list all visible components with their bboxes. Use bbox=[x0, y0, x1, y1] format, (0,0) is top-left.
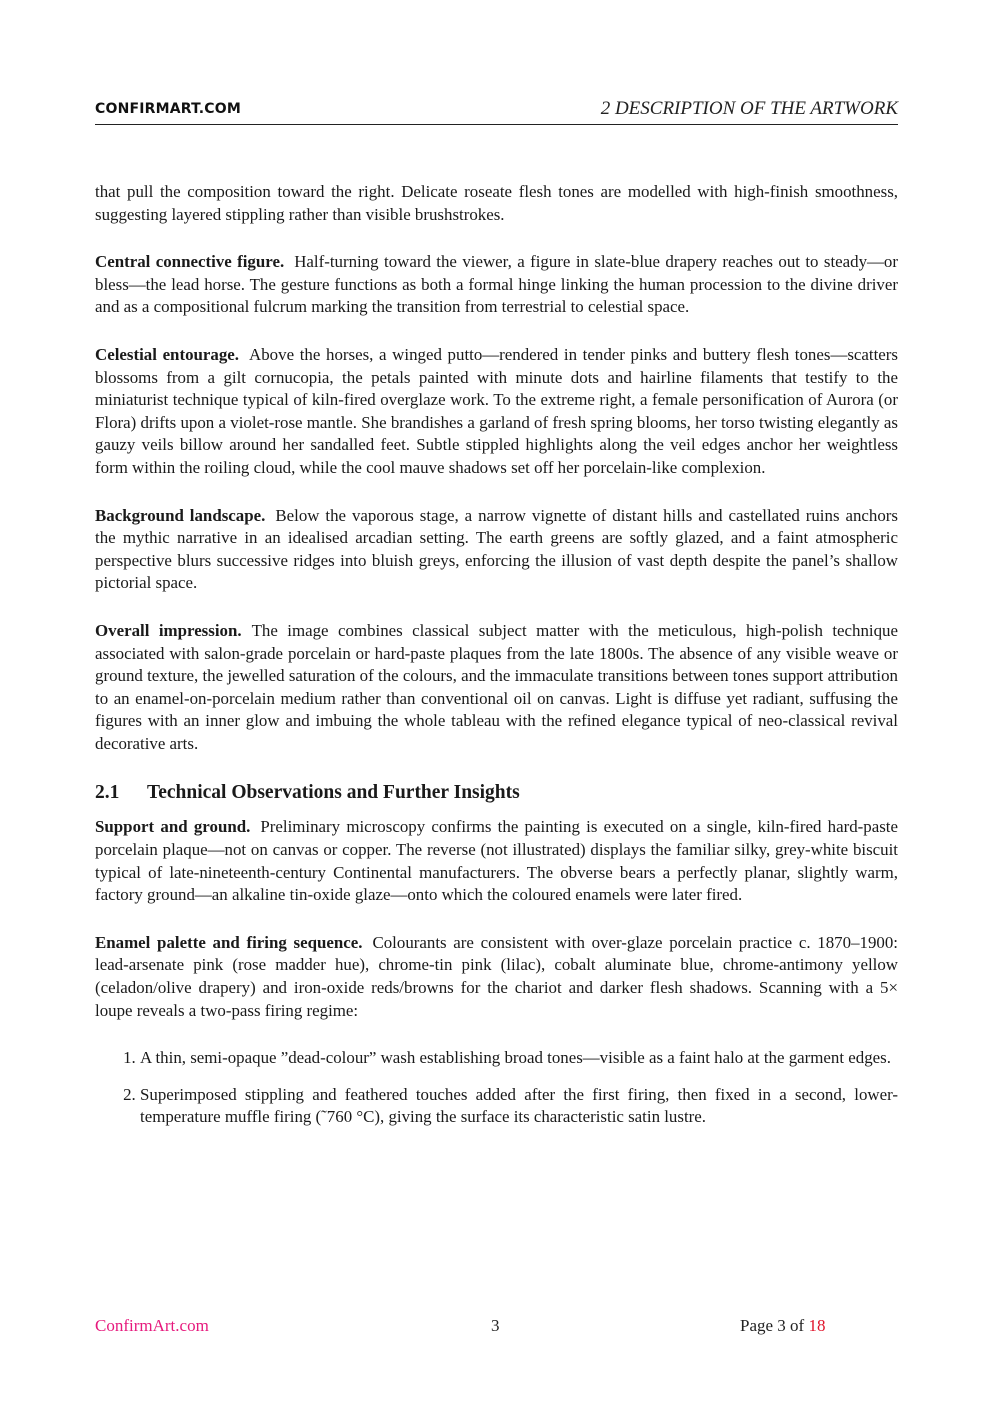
paragraph-overall-impression bbox=[95, 620, 898, 756]
paragraph-lead: Overall impression. bbox=[95, 620, 242, 640]
paragraph-background-landscape bbox=[95, 505, 898, 595]
footer-page-total[interactable]: 18 bbox=[808, 1316, 826, 1335]
site-logo: CONFIRMART.COM bbox=[95, 101, 242, 117]
paragraph-lead: Central connective figure. bbox=[95, 252, 285, 272]
page-header bbox=[95, 98, 898, 125]
footer-page-count bbox=[740, 1316, 825, 1336]
list-item: 1. A thin, semi-opaque ”dead-colour” wash establishing broad tones—visible as a faint halo at the garment edges. bbox=[140, 1047, 898, 1070]
paragraph-celestial-entourage bbox=[95, 344, 898, 480]
paragraph-text: The image combines classical subject matter with the meticulous, high-polish technique associated with salon-grade porcelain or hard-paste plaques from the late 1800s. The absence of any visible weave or ground texture, the jewelled saturation of the colours, and the immaculate transitions between tones support attribution to an enamel-on-porcelain medium rather than conventional oil on canvas. Light is diffuse yet radiant, suffusing the figures with an inner glow and imbuing the whole tableau with the refined elegance typical of neo-classical revival decorative arts. bbox=[95, 620, 898, 753]
footer-page-label: Page 3 of bbox=[740, 1316, 809, 1335]
section-heading bbox=[95, 780, 898, 806]
paragraph-text: Colourants are consistent with over-glaze porcelain practice c. 1870–1900: lead-arsenate pink (rose madder hue), chrome-tin pink (lilac), cobalt aluminate blue, chrome-antimony yellow (celadon/olive drapery) and iron-oxide reds/browns for the chariot and darker flesh shadows. Scanning with a 5× loupe reveals a two-pass firing regime: bbox=[95, 932, 898, 1020]
footer-page-number: 3 bbox=[491, 1316, 500, 1335]
page-footer bbox=[95, 1316, 898, 1340]
paragraph-text: Below the vaporous stage, a narrow vignette of distant hills and castellated ruins anchors the mythic narrative in an idealised arcadian setting. The earth greens are softly glazed, and a faint atmospheric perspective blurs successive ridges into bluish greys, enforcing the illusion of vast depth despite the panel’s shallow pictorial space. bbox=[95, 505, 898, 593]
list-item: 2. Superimposed stippling and feathered touches added after the first firing, then fixed in a second, lower-temperature muffle firing (˜760 °C), giving the surface its characteristic satin lustre. bbox=[140, 1084, 898, 1129]
paragraph-central-figure bbox=[95, 251, 898, 319]
paragraph-lead: Enamel palette and firing sequence. bbox=[95, 932, 363, 952]
paragraph-text: Preliminary microscopy confirms the painting is executed on a single, kiln-fired hard-paste porcelain plaque—not on canvas or copper. The reverse (not illustrated) displays the familiar silky, grey-white biscuit typical of late-nineteenth-century Continental manufacturers. The obverse bears a perfectly planar, slightly warm, factory ground—an alkaline tin-oxide glaze—onto which the coloured enamels were later fired. bbox=[95, 817, 898, 905]
section-number: 2.1 bbox=[95, 782, 120, 804]
intro-continuation: that pull the composition toward the right. Delicate roseate flesh tones are modelled with high-finish smoothness, suggesting layered stippling rather than visible brushstrokes. bbox=[95, 182, 898, 224]
running-head: 2 DESCRIPTION OF THE ARTWORK bbox=[600, 98, 898, 119]
paragraph-support-ground bbox=[95, 816, 898, 906]
paragraph-lead: Background landscape. bbox=[95, 505, 266, 525]
paragraph-lead: Support and ground. bbox=[95, 817, 251, 837]
footer-site-link[interactable]: ConfirmArt.com bbox=[95, 1316, 209, 1335]
paragraph-text: Above the horses, a winged putto—rendered in tender pinks and buttery flesh tones—scatters blossoms from a gilt cornucopia, the petals painted with minute dots and hairline filaments that testify to the miniaturist technique typical of kiln-fired overglaze work. To the extreme right, a female personification of Aurora (or Flora) drifts upon a violet-rose mantle. She brandishes a garland of fresh spring blooms, her torso twisting elegantly as gauzy veils billow around her sandalled feet. Subtle stippled highlights along the veil edges anchor her weightless form within the roiling cloud, while the cool mauve shadows set off her porcelain-like complexion. bbox=[95, 344, 898, 477]
paragraph-text: Half-turning toward the viewer, a figure in slate-blue drapery reaches out to steady—or bless—the lead horse. The gesture functions as both a formal hinge linking the human procession to the divine driver and as a compositional fulcrum marking the transition from terrestrial to celestial space. bbox=[95, 252, 898, 317]
section-title: Technical Observations and Further Insights bbox=[147, 782, 520, 804]
page-body bbox=[95, 181, 898, 1143]
firing-steps-list bbox=[95, 1047, 898, 1129]
paragraph-lead: Celestial entourage. bbox=[95, 344, 240, 364]
paragraph-enamel-palette bbox=[95, 932, 898, 1022]
